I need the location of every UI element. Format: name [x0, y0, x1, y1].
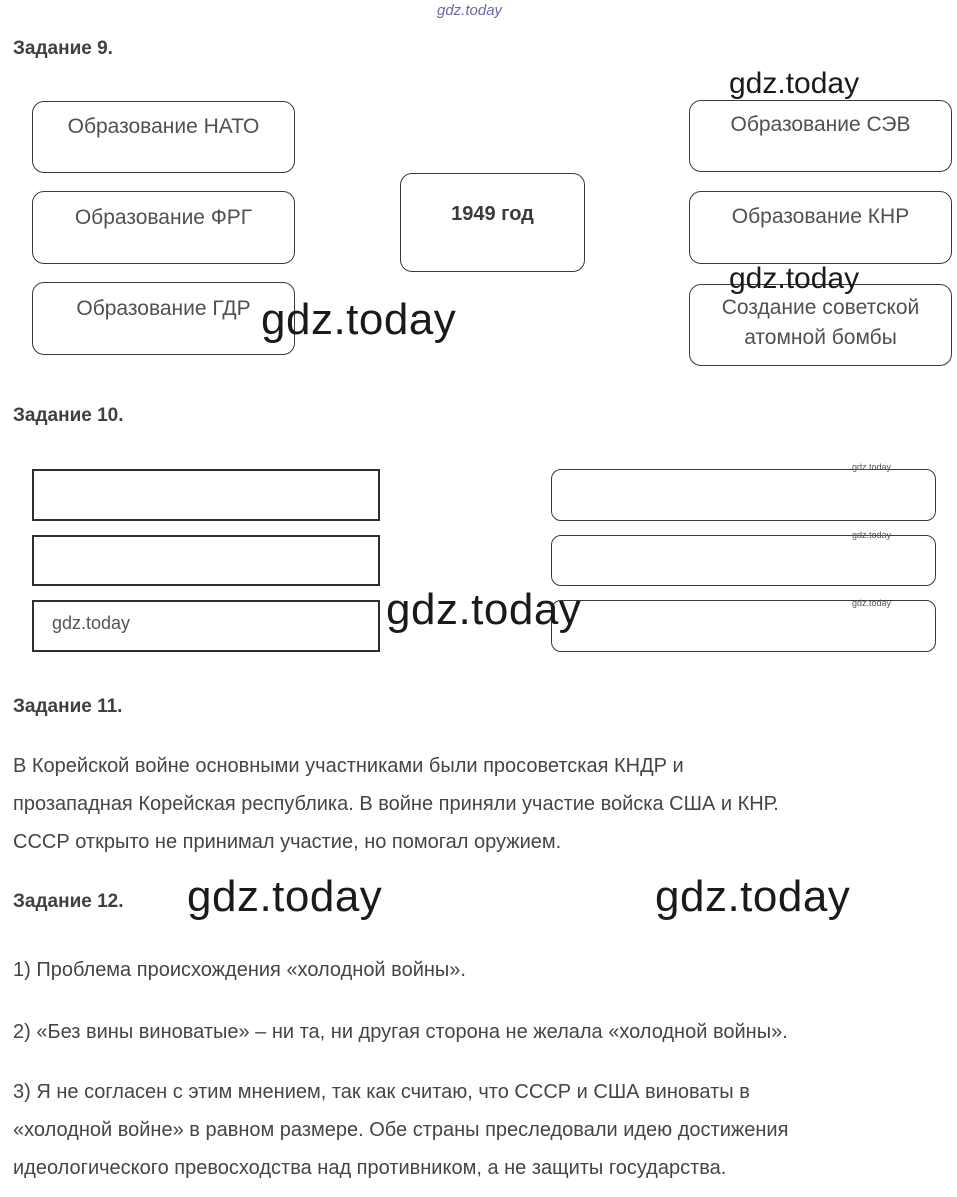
event-knr-label: Образование КНР [731, 205, 910, 228]
task10-heading: Задание 10. [13, 405, 124, 426]
watermark: gdz.today [187, 872, 383, 921]
event-gdr-label: Образование ГДР [76, 297, 251, 320]
watermark: gdz.today [386, 585, 582, 634]
watermark: gdz.today [852, 462, 892, 472]
event-knr-box [689, 191, 952, 264]
event-atomic-bomb-label: Создание советской атомной бомбы [721, 296, 920, 349]
watermark: gdz.today [729, 67, 860, 100]
watermark-top: gdz.today [437, 2, 503, 19]
task12-item-3-line-2: «холодной войне» в равном размере. Обе страны преследовали идею достижения [13, 1119, 789, 1141]
watermark: gdz.today [852, 530, 892, 540]
task11-line-3: СССР открыто не принимал участие, но помогал оружием. [13, 831, 562, 853]
event-nato-box [32, 101, 295, 173]
answer-box-left-1 [32, 469, 380, 521]
answer-box-right-1 [551, 469, 936, 521]
task11-heading: Задание 11. [13, 696, 123, 717]
event-nato-label: Образование НАТО [67, 115, 260, 138]
task12-heading: Задание 12. [13, 891, 124, 912]
task12-item-1: 1) Проблема происхождения «холодной войны». [13, 959, 466, 981]
task12-item-3-line-1: 3) Я не согласен с этим мнением, так как считаю, что СССР и США виноваты в [13, 1081, 750, 1103]
task9-heading: Задание 9. [13, 38, 113, 59]
event-atomic-bomb-box [689, 284, 952, 366]
event-sev-label: Образование СЭВ [730, 113, 911, 136]
task12-item-2: 2) «Без вины виноватые» – ни та, ни другая сторона не желала «холодной войны». [13, 1021, 788, 1043]
year-1949-box [400, 173, 585, 272]
task12-item-3-line-3: идеологического превосходства над противником, а не защиты государства. [13, 1157, 727, 1179]
task11-line-1: В Корейской войне основными участниками были просоветская КНДР и [13, 755, 684, 777]
answer-box-left-2 [32, 535, 380, 586]
year-1949-label: 1949 год [451, 203, 534, 225]
watermark: gdz.today [852, 598, 892, 608]
task11-answer [13, 747, 943, 861]
task11-line-2: прозападная Корейская республика. В войне приняли участие войска США и КНР. [13, 793, 779, 815]
watermark: gdz.today [261, 295, 457, 344]
event-sev-box [689, 100, 952, 172]
event-gdr-box [32, 282, 295, 355]
watermark: gdz.today [729, 262, 860, 295]
event-frg-box [32, 191, 295, 264]
watermark: gdz.today [655, 872, 851, 921]
watermark: gdz.today [52, 613, 131, 633]
task12-item-3 [13, 1073, 943, 1187]
event-frg-label: Образование ФРГ [74, 206, 253, 229]
answer-box-right-2 [551, 535, 936, 586]
